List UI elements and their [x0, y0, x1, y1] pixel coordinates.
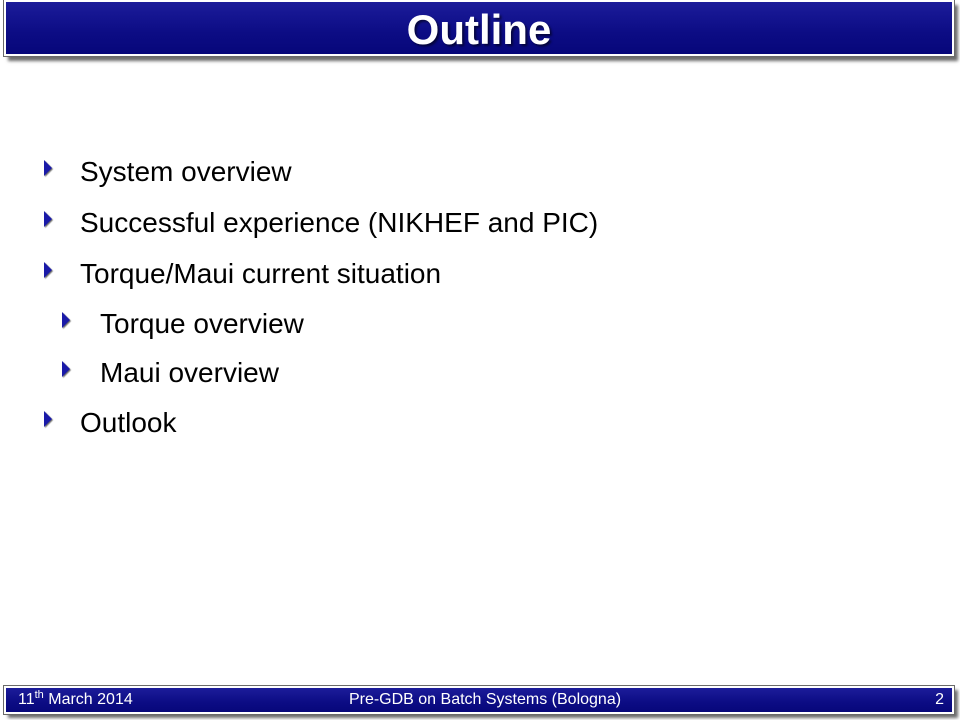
triangle-bullet-icon — [44, 262, 52, 278]
footer-title: Pre-GDB on Batch Systems (Bologna) — [348, 691, 622, 708]
triangle-bullet-icon — [62, 361, 70, 377]
outline-item-text: Torque overview — [100, 308, 304, 339]
triangle-bullet-icon — [62, 312, 70, 328]
outline-item-text: System overview — [80, 156, 292, 187]
triangle-bullet-icon — [44, 211, 52, 227]
title-bar — [4, 0, 954, 56]
footer-bar — [4, 686, 954, 714]
triangle-bullet-icon — [44, 160, 52, 176]
page-number: 2 — [935, 691, 944, 708]
footer-date-day: 11 — [18, 691, 35, 708]
triangle-bullet-icon — [44, 411, 52, 427]
outline-item-text: Maui overview — [100, 357, 279, 388]
outline-item-text: Torque/Maui current situation — [80, 258, 442, 289]
footer-date-suffix: th — [34, 689, 44, 701]
outline-item-text: Successful experience (NIKHEF and PIC) — [80, 207, 599, 238]
slide-title: Outline — [406, 6, 552, 53]
footer-date-month-year: March 2014 — [43, 691, 133, 708]
outline-item-text: Outlook — [80, 407, 177, 438]
